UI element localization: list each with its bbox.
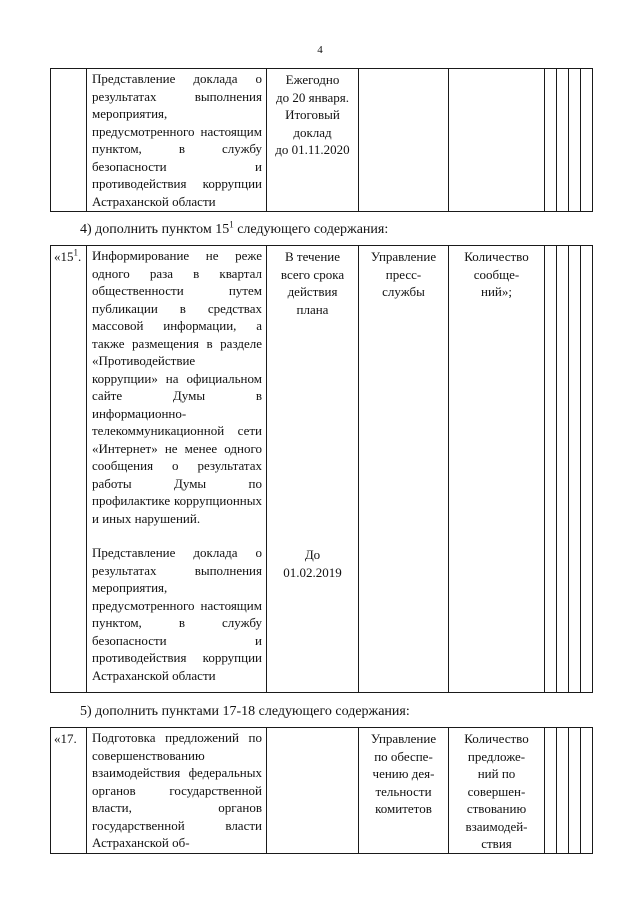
responsible-line: чению дея-	[372, 766, 435, 781]
cell-responsible	[359, 246, 449, 693]
term-line: до 01.11.2020	[275, 142, 350, 157]
cell-extra	[581, 69, 593, 212]
term-line: До	[304, 547, 321, 562]
indicator-line: предложе-	[467, 748, 526, 764]
term-line: 01.02.2019	[283, 564, 342, 580]
cell-extra	[581, 246, 593, 693]
cell-term	[267, 69, 359, 212]
cell-extra	[569, 728, 581, 854]
indicator-line: ний по	[477, 766, 516, 781]
proposal-paragraph: Подготовка предложений по совершенствованию взаимодействия федеральных органов государственной власти, органов государственной власти Астраханской об-	[92, 730, 262, 850]
cell-number	[51, 69, 87, 212]
amendment-caption-5: 5) дополнить пунктами 17-18 следующего содержания:	[80, 704, 410, 719]
cell-text	[87, 728, 267, 854]
cell-indicator	[449, 246, 545, 693]
responsible-line: Управление	[370, 731, 437, 746]
indicator-line: сообще-	[473, 266, 520, 282]
page-number: 4	[317, 44, 323, 56]
indicator-line: Количество	[464, 731, 529, 746]
term-line: плана	[296, 301, 329, 317]
cell-extra	[581, 728, 593, 854]
table-item-17	[50, 727, 593, 854]
cell-text	[87, 69, 267, 212]
term-line: всего срока	[280, 266, 345, 282]
term-line: доклад	[293, 124, 332, 140]
responsible-line: комитетов	[375, 801, 432, 816]
cell-extra	[569, 69, 581, 212]
term-line: до 20 января.	[275, 89, 350, 105]
indicator-line: совершен-	[467, 783, 526, 799]
indicator-line: Количество	[464, 249, 529, 264]
indicator-line: взаимодей-	[465, 818, 528, 834]
cell-extra	[557, 246, 569, 693]
cell-term	[267, 246, 359, 693]
cell-term	[267, 728, 359, 854]
cell-extra	[545, 246, 557, 693]
cell-extra	[545, 69, 557, 212]
term-line: В течение	[284, 249, 341, 264]
cell-indicator	[449, 69, 545, 212]
info-paragraph: Информирование не реже одного раза в квартал общественности путем публикации в средствах массовой информации, а также размещения в разделе «Противодействие коррупции» на официальном сайте Думы в информационно-телекоммуникационной сети «Интернет» не менее одного сообщения о результатах работы Думы по профилактике коррупционных и иных нарушений.	[92, 248, 262, 526]
cell-extra	[557, 69, 569, 212]
responsible-line: пресс-	[385, 266, 422, 282]
report-paragraph: Представление доклада о результатах выполнения мероприятия, предусмотренного настоящим пунктом, в службу безопасности и противодействия коррупции Астраханской области	[92, 71, 262, 209]
term-line: Итоговый	[285, 107, 340, 122]
indicator-line: ствия	[481, 836, 512, 851]
cell-extra	[569, 246, 581, 693]
responsible-line: службы	[382, 284, 425, 299]
report-paragraph: Представление доклада о результатах выполнения мероприятия, предусмотренного настоящим пунктом, в службу безопасности и противодействия коррупции Астраханской области	[92, 545, 262, 683]
cell-extra	[557, 728, 569, 854]
table-item-continuation	[50, 68, 593, 212]
cell-extra	[545, 728, 557, 854]
indicator-line: ний»;	[481, 284, 512, 299]
cell-number: «17.	[51, 728, 87, 854]
cell-responsible	[359, 69, 449, 212]
responsible-line: тельности	[375, 783, 432, 799]
responsible-line: Управление	[370, 249, 437, 264]
cell-number: «$15^1$.	[51, 246, 87, 693]
responsible-line: по обеспе-	[374, 748, 433, 764]
table-item-15-1	[50, 245, 593, 693]
term-line: действия	[287, 284, 338, 299]
cell-responsible	[359, 728, 449, 854]
cell-text	[87, 246, 267, 693]
indicator-line: ствованию	[466, 801, 527, 816]
cell-indicator	[449, 728, 545, 854]
amendment-caption-4: 4) дополнить пунктом $15^1$ следующего содержания:	[80, 219, 389, 237]
term-line: Ежегодно	[285, 72, 340, 87]
